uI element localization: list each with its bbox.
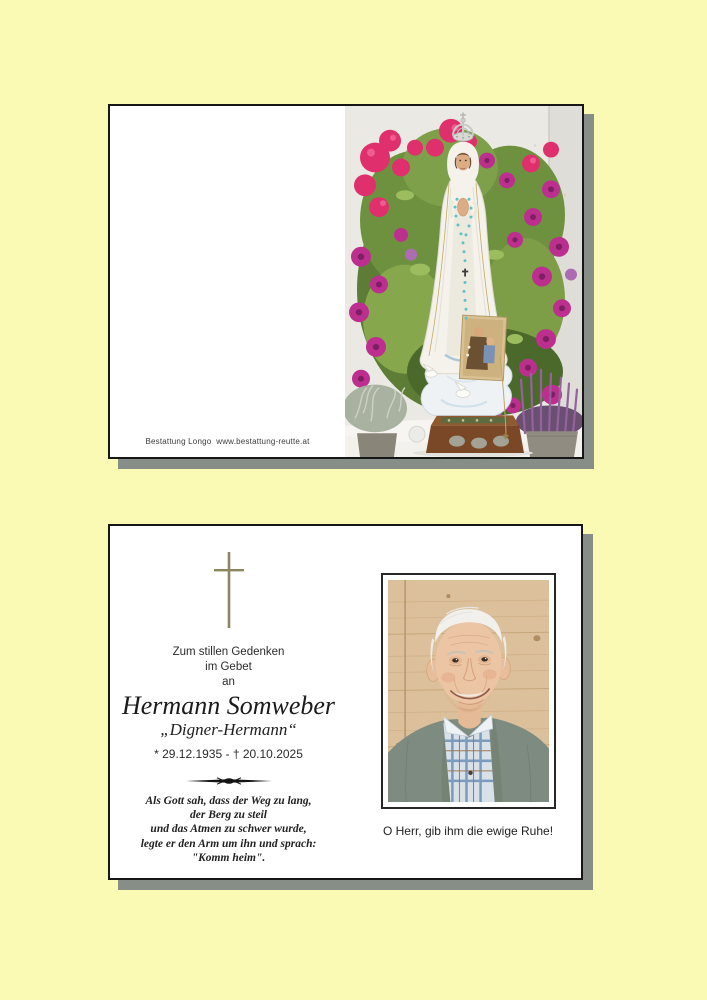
intro-line-3: an [222, 676, 235, 688]
poem-line-3: und das Atmen zu schwer wurde, [150, 823, 307, 836]
front-card-blank-panel [110, 106, 345, 457]
memorial-card-inside [108, 524, 583, 880]
divider-ornament [186, 773, 272, 783]
portrait-photo-frame [381, 573, 556, 809]
poem-line-4: legte er den Arm um ihn und sprach: [140, 837, 317, 850]
portrait-photo [388, 580, 549, 802]
memorial-card-front [108, 104, 584, 459]
deceased-name: Hermann Somweber [121, 691, 336, 720]
portrait-section [368, 573, 568, 838]
cross-icon [212, 552, 246, 628]
intro-line-1: Zum stillen Gedenken [172, 646, 285, 658]
prayer-line: O Herr, gib ihm die ewige Ruhe! [382, 824, 554, 838]
poem-line-5: "Komm heim". [191, 851, 266, 864]
publisher-line: Bestattung Longo www.bestattung-reutte.at [145, 437, 310, 446]
poem-line-1: Als Gott sah, dass der Weg zu lang, [145, 795, 312, 807]
obituary-text-panel [110, 526, 347, 878]
intro-line-2: im Gebet [205, 661, 252, 673]
madonna-photo [345, 106, 582, 457]
deceased-nickname: „Digner-Hermann“ [160, 720, 297, 739]
birth-death-dates: * 29.12.1935 - † 20.10.2025 [154, 747, 303, 761]
poem-line-2: der Berg zu steil [190, 809, 267, 822]
